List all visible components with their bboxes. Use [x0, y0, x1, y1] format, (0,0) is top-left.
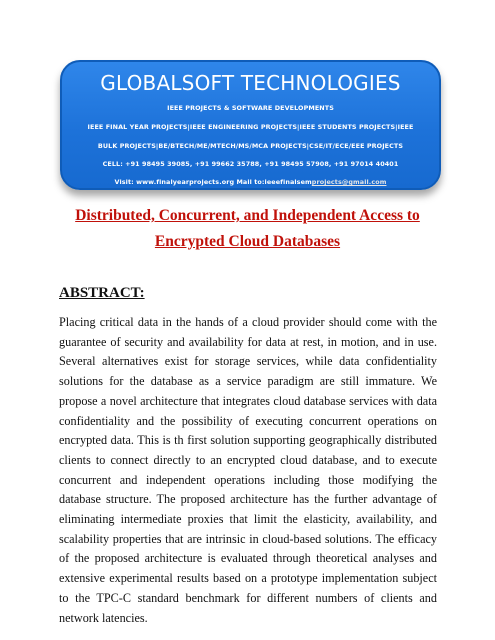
company-name: GLOBALSOFT TECHNOLOGIES — [100, 71, 401, 95]
banner-bulk-projects-line: BULK PROJECTS|BE/BTECH/ME/MTECH/MS/MCA PROJECTS|CSE/IT/ECE/EEE PROJECTS — [97, 142, 404, 150]
paper-title-line-2: Encrypted Cloud Databases — [154, 233, 341, 250]
visit-mail-text: Visit: www.finalyearprojects.org Mail to:ieeefinalsem — [114, 178, 312, 186]
banner-projects-line: IEEE FINAL YEAR PROJECTS|IEEE ENGINEERING PROJECTS|IEEE STUDENTS PROJECTS|IEEE — [87, 123, 414, 131]
abstract-body: Placing critical data in the hands of a cloud provider should come with the guarantee of security and availability for data at rest, in motion, and in use. Several alternatives exist for storage services, while data confidentiality solutions for the database as a service paradigm are still immature. We propose a novel architecture that integrates cloud database services with data confidentiality and the possibility of executing concurrent operations on encrypted data. This is th first solution supporting geographically distributed clients to connect directly to an encrypted cloud database, and to execute concurrent and independent operations including those modifying the database structure. The proposed architecture has the further advantage of eliminating intermediate proxies that limit the elasticity, availability, and scalability properties that are intrinsic in cloud-based solutions. The efficacy of the proposed architecture is evaluated through theoretical analyses and extensive experimental results based on a prototype implementation subject to the TPC-C standard benchmark for different numbers of clients and network latencies. — [59, 315, 437, 625]
abstract-heading: ABSTRACT: — [59, 285, 145, 301]
banner-contact-line — [62, 178, 439, 186]
company-banner — [60, 60, 441, 190]
banner-tagline: IEEE PROJECTS & SOFTWARE DEVELOPMENTS — [167, 104, 334, 112]
paper-title-line-1: Distributed, Concurrent, and Independent Access to — [75, 207, 420, 224]
email-link[interactable]: projects@gmail.com — [311, 178, 387, 186]
banner-phone-line: CELL: +91 98495 39085, +91 99662 35788, +91 98495 57908, +91 97014 40401 — [102, 160, 399, 168]
